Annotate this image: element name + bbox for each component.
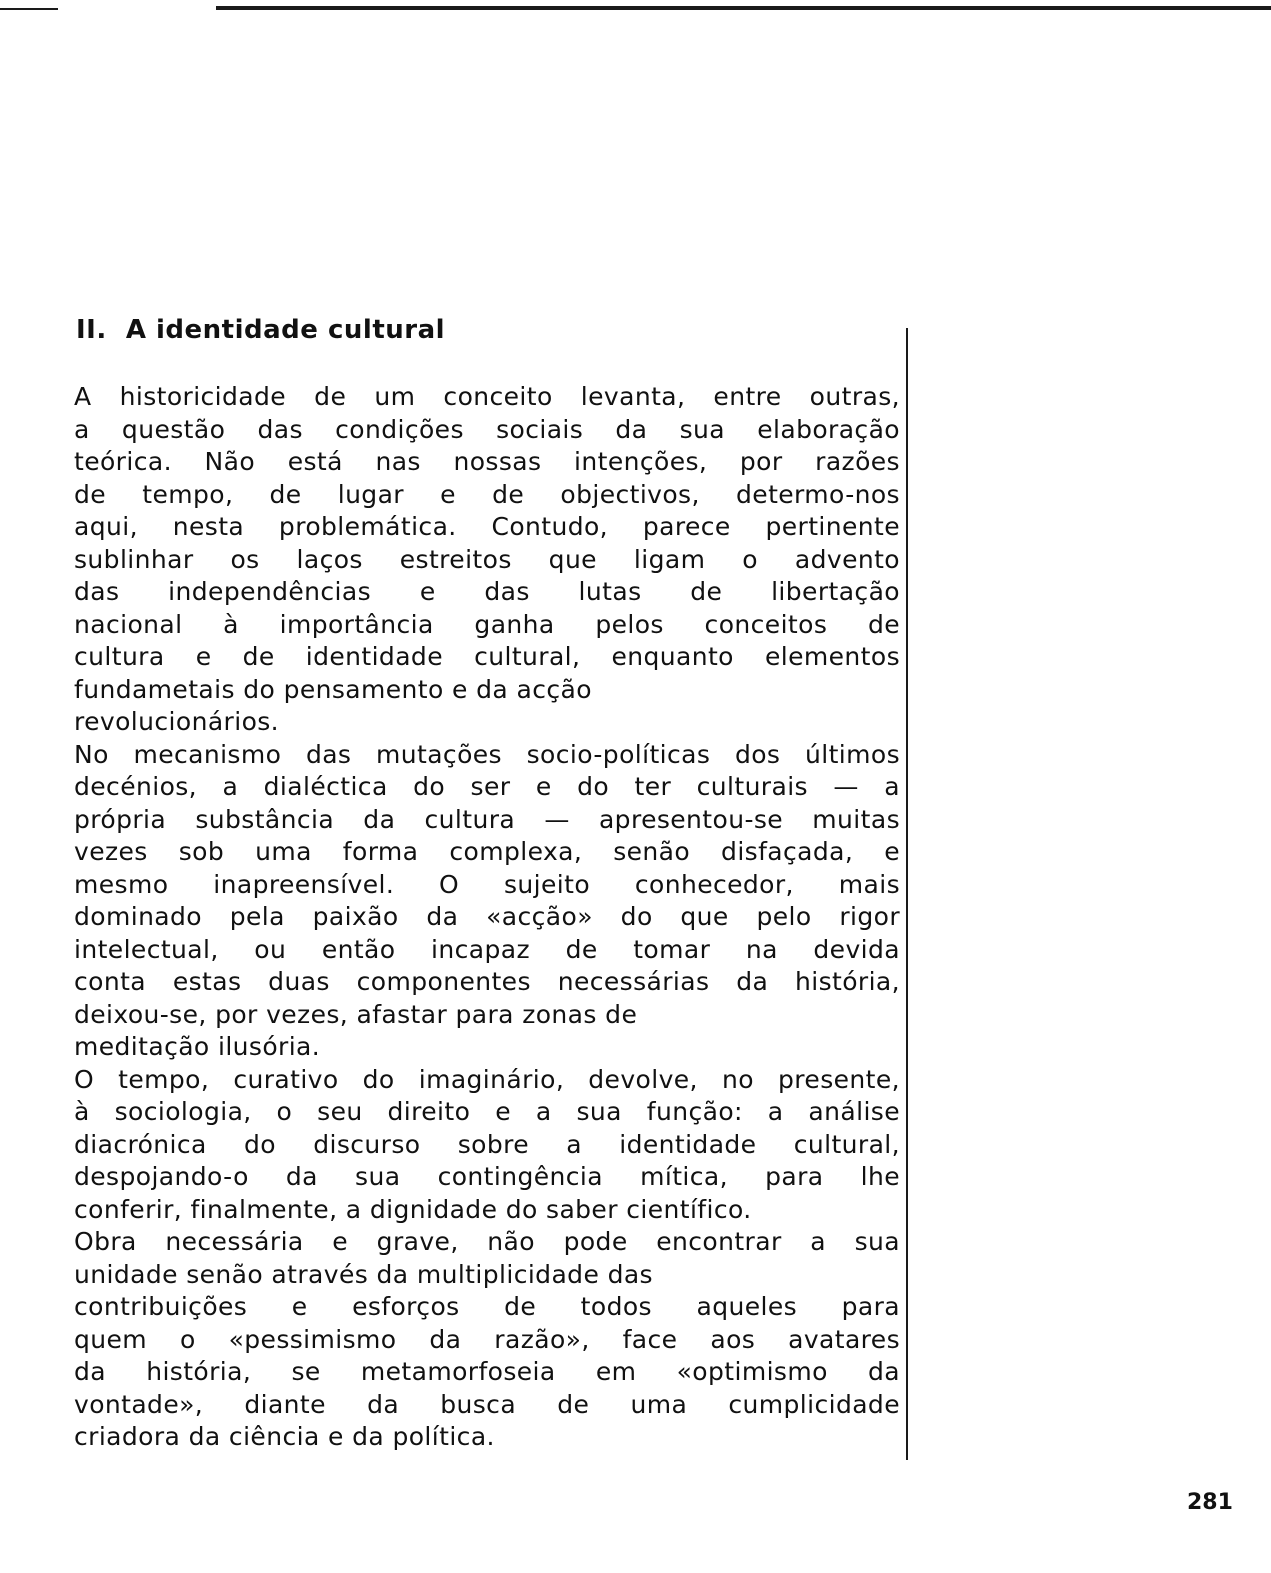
text-line: diacrónica do discurso sobre a identidade cultural, (74, 1129, 900, 1159)
text-line: nacional à importância ganha pelos conceitos de (74, 609, 900, 639)
section-number: II. (76, 315, 107, 345)
top-rule-long (216, 6, 1271, 10)
section-heading (76, 315, 445, 345)
text-line: revolucionários. (74, 707, 280, 736)
text-line: quem o «pessimismo da razão», face aos avatares (74, 1324, 900, 1354)
text-line: A historicidade de um conceito levanta, entre outras, (74, 382, 900, 411)
text-line: conferir, finalmente, a dignidade do saber científico. (74, 1194, 752, 1224)
text-line: dominado pela paixão da «acção» do que pelo rigor (74, 902, 900, 931)
text-line: vezes sob uma forma complexa, senão disfaçada, e (74, 837, 900, 866)
section-title: A identidade cultural (125, 315, 446, 345)
margin-rule (906, 328, 908, 1460)
text-line: da história, se metamorfoseia em «optimismo da (74, 1357, 900, 1386)
text-line: decénios, a dialéctica do ser e do ter culturais — a (74, 772, 900, 801)
text-line: despojando-o da sua contingência mítica, para lhe (74, 1162, 900, 1191)
text-line: vontade», diante da busca de uma cumplicidade (74, 1389, 900, 1419)
text-line: Obra necessária e grave, não pode encontrar a sua (74, 1227, 900, 1256)
text-line: conta estas duas componentes necessárias da história, (74, 967, 900, 996)
text-line: das independências e das lutas de libertação (74, 577, 900, 606)
text-line: deixou-se, por vezes, afastar para zonas de (74, 999, 638, 1029)
text-line: O tempo, curativo do imaginário, devolve, no presente, (74, 1064, 900, 1094)
text-line: teórica. Não está nas nossas intenções, por razões (74, 447, 900, 476)
text-line: cultura e de identidade cultural, enquanto elementos (74, 642, 900, 671)
text-line: a questão das condições sociais da sua elaboração (74, 414, 900, 444)
text-line: fundametais do pensamento e da acção (74, 674, 592, 704)
text-line: No mecanismo das mutações socio-políticas dos últimos (74, 739, 900, 769)
top-rule-short (0, 8, 58, 10)
page-number: 281 (1187, 1490, 1233, 1515)
text-line: meditação ilusória. (74, 1032, 321, 1061)
text-line: de tempo, de lugar e de objectivos, determo-nos (74, 479, 900, 509)
text-line: sublinhar os laços estreitos que ligam o advento (74, 544, 900, 574)
text-line: unidade senão através da multiplicidade das (74, 1259, 653, 1289)
text-line: própria substância da cultura — apresentou-se muitas (74, 804, 900, 834)
text-line: aqui, nesta problemática. Contudo, parece pertinente (74, 512, 900, 541)
body-text (74, 381, 900, 1454)
text-line: contribuições e esforços de todos aqueles para (74, 1292, 900, 1321)
text-line: mesmo inapreensível. O sujeito conhecedor, mais (74, 869, 900, 899)
text-line: à sociologia, o seu direito e a sua função: a análise (74, 1097, 900, 1126)
text-line: intelectual, ou então incapaz de tomar na devida (74, 934, 900, 964)
text-line: criadora da ciência e da política. (74, 1422, 495, 1451)
